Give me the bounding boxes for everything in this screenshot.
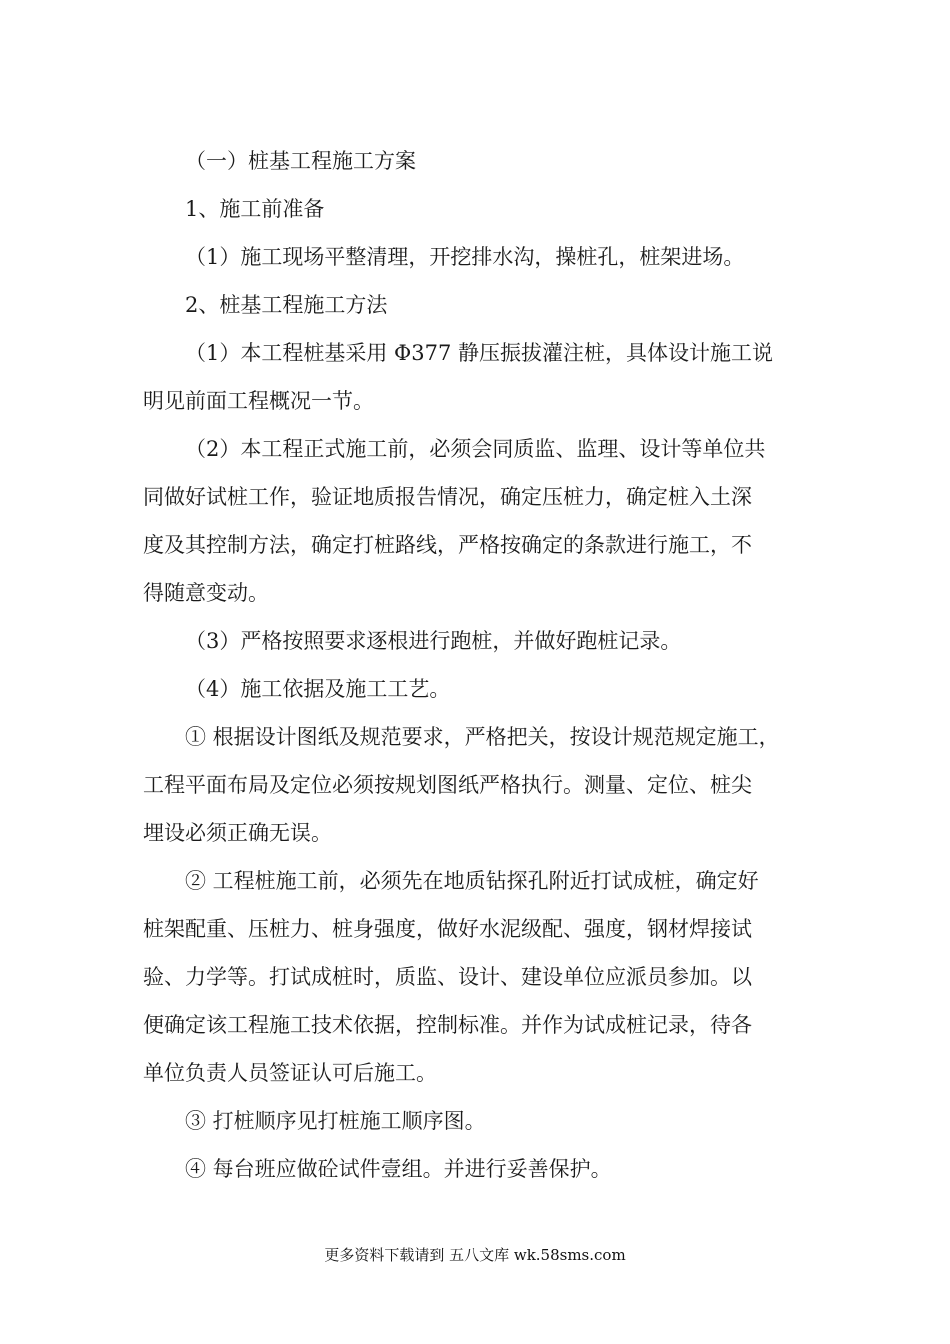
paragraph-line: ② 工程桩施工前，必须先在地质钻探孔附近打试成桩，确定好 <box>185 869 759 893</box>
paragraph-line: 同做好试桩工作，验证地质报告情况，确定压桩力，确定桩入土深 <box>143 485 752 509</box>
section-heading: （一）桩基工程施工方案 <box>185 149 416 173</box>
paragraph-line: 得随意变动。 <box>143 581 269 605</box>
paragraph-line: ④ 每台班应做砼试件壹组。并进行妥善保护。 <box>185 1157 612 1181</box>
paragraph-line: 单位负责人员签证认可后施工。 <box>143 1061 437 1085</box>
paragraph-line: 验、力学等。打试成桩时，质监、设计、建设单位应派员参加。以 <box>143 965 752 989</box>
paragraph-line: 度及其控制方法，确定打桩路线，严格按确定的条款进行施工，不 <box>143 533 752 557</box>
paragraph-line: 桩架配重、压桩力、桩身强度，做好水泥级配、强度，钢材焊接试 <box>143 917 752 941</box>
paragraph-line: （1）本工程桩基采用 Φ377 静压振拔灌注桩，具体设计施工说 <box>185 341 774 365</box>
paragraph-line: ③ 打桩顺序见打桩施工顺序图。 <box>185 1109 486 1133</box>
paragraph-line: 埋设必须正确无误。 <box>143 821 332 845</box>
paragraph-line: （4）施工依据及施工工艺。 <box>185 677 451 701</box>
paragraph-line: 工程平面布局及定位必须按规划图纸严格执行。测量、定位、桩尖 <box>143 773 752 797</box>
paragraph-line: （2）本工程正式施工前，必须会同质监、监理、设计等单位共 <box>185 437 766 461</box>
paragraph-line: （3）严格按照要求逐根进行跑桩，并做好跑桩记录。 <box>185 629 682 653</box>
subsection-heading: 2、桩基工程施工方法 <box>185 293 388 317</box>
paragraph-line: 便确定该工程施工技术依据，控制标准。并作为试成桩记录，待各 <box>143 1013 752 1037</box>
document-body <box>143 137 808 1193</box>
page-footer: 更多资料下载请到 五八文库 wk.58sms.com <box>324 1246 626 1264</box>
subsection-heading: 1、施工前准备 <box>185 197 325 221</box>
paragraph-line: 明见前面工程概况一节。 <box>143 389 374 413</box>
paragraph-line: （1）施工现场平整清理，开挖排水沟，操桩孔，桩架进场。 <box>185 245 745 269</box>
paragraph-line: ① 根据设计图纸及规范要求，严格把关，按设计规范规定施工， <box>185 725 780 749</box>
